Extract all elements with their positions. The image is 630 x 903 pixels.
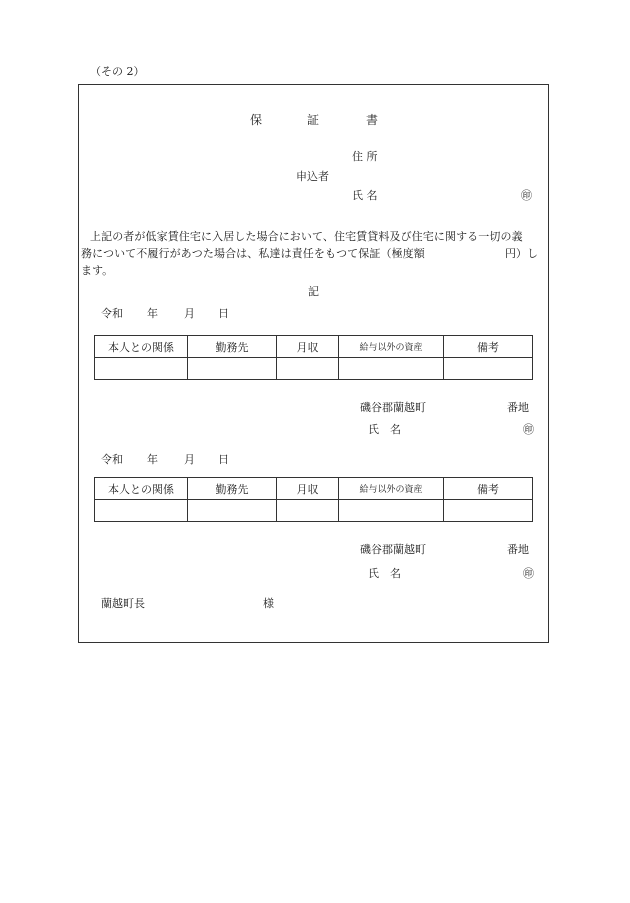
header-relationship: 本人との関係 bbox=[95, 478, 188, 500]
guarantor-2-address: 磯谷郡蘭越町 bbox=[360, 543, 426, 556]
cell-monthly-income[interactable] bbox=[277, 358, 339, 380]
title-char-2: 証 bbox=[307, 113, 320, 127]
date-era-1: 令和 bbox=[101, 307, 123, 320]
guarantor-info-table-2 bbox=[94, 477, 533, 522]
title-char-3: 書 bbox=[366, 113, 379, 127]
cell-relationship[interactable] bbox=[95, 358, 188, 380]
title-char-1: 保 bbox=[250, 113, 263, 127]
applicant-seal-mark: ㊞ bbox=[521, 189, 532, 202]
date-era-2: 令和 bbox=[101, 453, 123, 466]
guarantor-info-table-1 bbox=[94, 335, 533, 380]
guarantor-1-banchi: 番地 bbox=[507, 401, 529, 414]
table-row bbox=[95, 358, 533, 380]
date-day-1: 日 bbox=[218, 307, 229, 320]
header-monthly-income: 月収 bbox=[277, 336, 339, 358]
header-relationship: 本人との関係 bbox=[95, 336, 188, 358]
date-day-2: 日 bbox=[218, 453, 229, 466]
header-other-assets: 給与以外の資産 bbox=[339, 336, 444, 358]
cell-other-assets[interactable] bbox=[339, 500, 444, 522]
date-year-2: 年 bbox=[147, 453, 158, 466]
cell-monthly-income[interactable] bbox=[277, 500, 339, 522]
recipient-name: 蘭越町長 bbox=[101, 597, 145, 610]
guarantor-2-banchi: 番地 bbox=[507, 543, 529, 556]
guarantor-2-seal-mark: ㊞ bbox=[523, 567, 534, 580]
body-text-line-3: ます。 bbox=[81, 264, 114, 277]
header-other-assets: 給与以外の資産 bbox=[339, 478, 444, 500]
body-text-line-1: 上記の者が低家賃住宅に入居した場合において、住宅賃貸料及び住宅に関する一切の義 bbox=[90, 230, 523, 243]
table-header-row bbox=[95, 336, 533, 358]
cell-other-assets[interactable] bbox=[339, 358, 444, 380]
ki-label: 記 bbox=[308, 285, 319, 298]
date-month-1: 月 bbox=[184, 307, 195, 320]
guarantor-1-address: 磯谷郡蘭越町 bbox=[360, 401, 426, 414]
applicant-label: 申込者 bbox=[296, 170, 329, 183]
header-note: （その 2） bbox=[90, 65, 145, 78]
header-monthly-income: 月収 bbox=[277, 478, 339, 500]
guarantor-1-seal-mark: ㊞ bbox=[523, 423, 534, 436]
guarantor-1-name-label: 氏 名 bbox=[368, 423, 401, 436]
applicant-name-label: 氏 名 bbox=[352, 189, 378, 202]
cell-workplace[interactable] bbox=[188, 358, 277, 380]
date-month-2: 月 bbox=[184, 453, 195, 466]
cell-relationship[interactable] bbox=[95, 500, 188, 522]
header-workplace: 勤務先 bbox=[188, 478, 277, 500]
table-header-row bbox=[95, 478, 533, 500]
applicant-address-label: 住 所 bbox=[352, 150, 378, 163]
body-text-line-2b: 円）し bbox=[505, 247, 538, 260]
cell-workplace[interactable] bbox=[188, 500, 277, 522]
cell-remarks[interactable] bbox=[444, 500, 533, 522]
recipient-honorific: 様 bbox=[263, 597, 274, 610]
body-text-line-2a: 務について不履行があつた場合は、私達は責任をもつて保証（極度額 bbox=[81, 247, 425, 260]
header-workplace: 勤務先 bbox=[188, 336, 277, 358]
cell-remarks[interactable] bbox=[444, 358, 533, 380]
date-year-1: 年 bbox=[147, 307, 158, 320]
header-remarks: 備考 bbox=[444, 478, 533, 500]
table-row bbox=[95, 500, 533, 522]
guarantor-2-name-label: 氏 名 bbox=[368, 567, 401, 580]
header-remarks: 備考 bbox=[444, 336, 533, 358]
